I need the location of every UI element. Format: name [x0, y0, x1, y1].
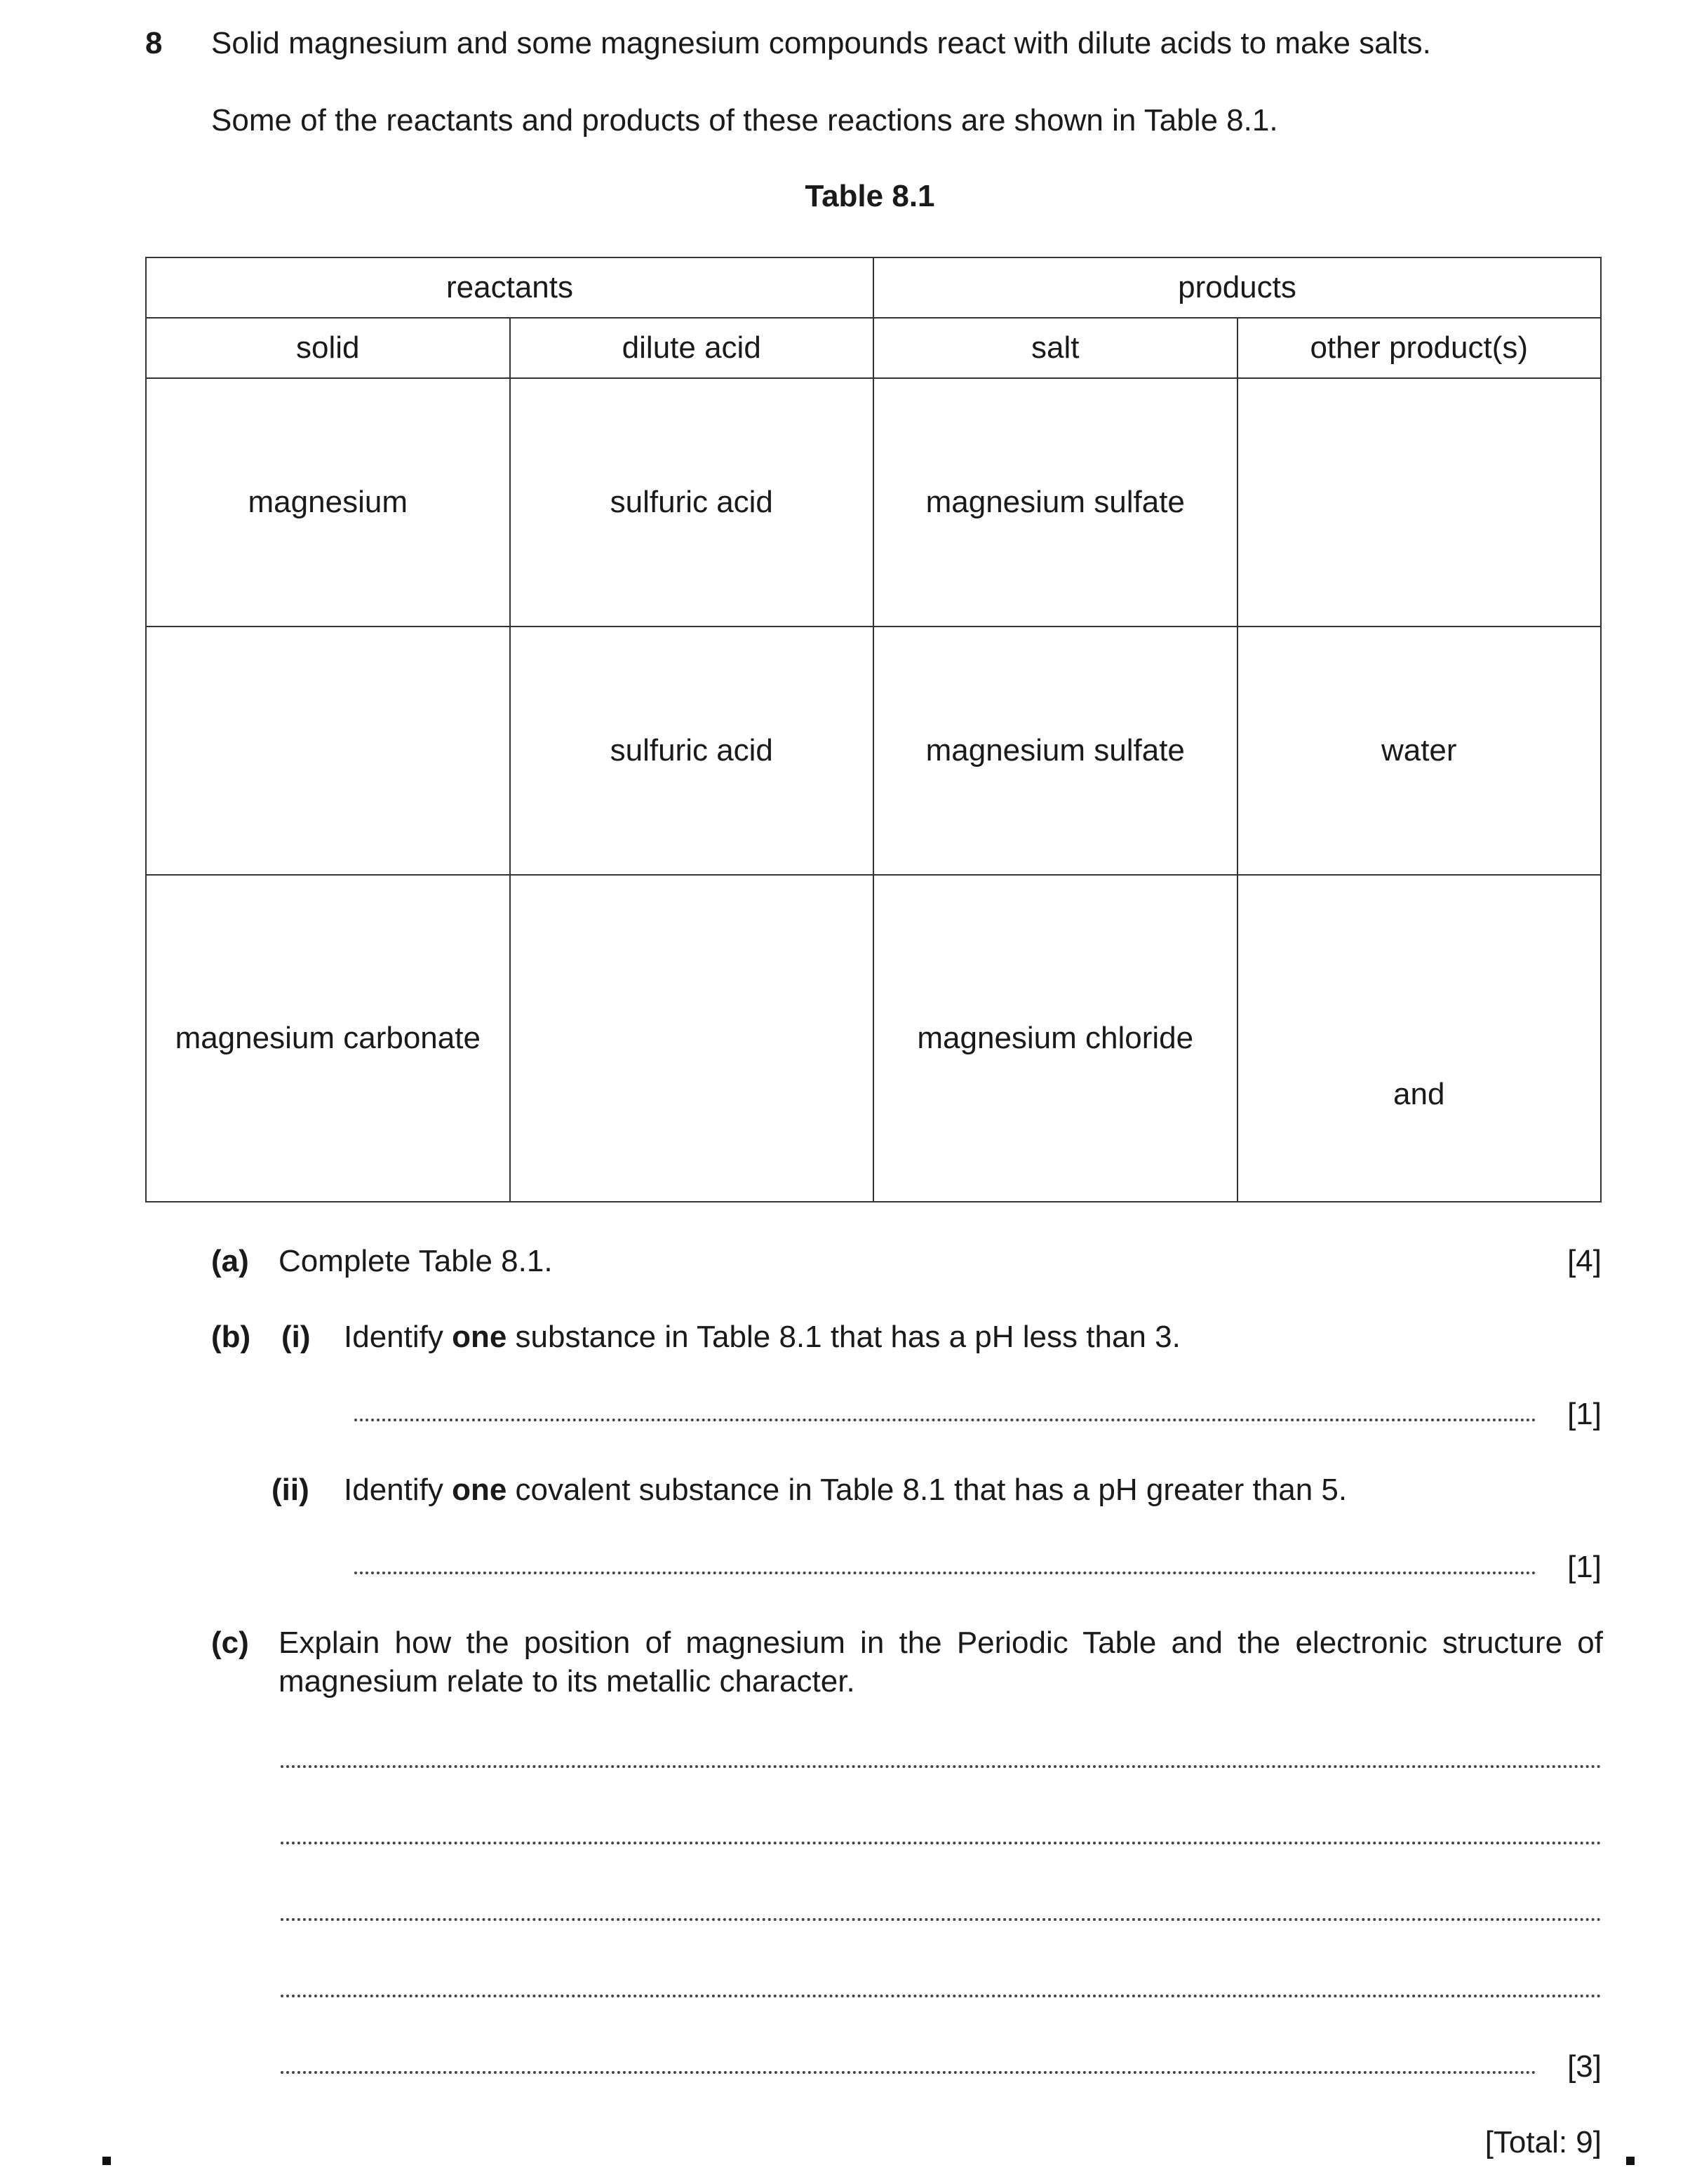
- part-c-marks: [3]: [1567, 2049, 1602, 2084]
- cell-dilute-acid-answer[interactable]: [510, 875, 874, 1202]
- part-b-ii-text: Identify one covalent substance in Table 8.1 that has a pH greater than 5.: [344, 1473, 1348, 1507]
- table-row: [146, 378, 1601, 627]
- answer-line-c-5[interactable]: [281, 2071, 1536, 2074]
- column-header-solid: solid: [146, 318, 510, 378]
- cell-salt: magnesium chloride: [873, 875, 1237, 1202]
- part-c-text-line1: Explain how the position of magnesium in the Periodic Table and the electronic structure of: [279, 1626, 1603, 1660]
- total-marks: [Total: 9]: [1484, 2125, 1602, 2159]
- question-intro: Some of the reactants and products of these reactions are shown in Table 8.1.: [211, 103, 1278, 138]
- keyword-one: one: [452, 1473, 507, 1507]
- registration-mark-right: [1626, 2157, 1635, 2165]
- part-b-i-label: (i): [281, 1320, 311, 1354]
- registration-mark-left: [102, 2157, 111, 2165]
- cell-dilute-acid: sulfuric acid: [510, 627, 874, 875]
- question-stem: Solid magnesium and some magnesium compounds react with dilute acids to make salts.: [211, 26, 1431, 60]
- part-a-text: Complete Table 8.1.: [279, 1244, 553, 1278]
- cell-solid-answer[interactable]: [146, 627, 510, 875]
- column-header-dilute-acid: dilute acid: [510, 318, 874, 378]
- column-header-other-products: other product(s): [1237, 318, 1602, 378]
- cell-solid: magnesium carbonate: [146, 875, 510, 1202]
- answer-line-c-2[interactable]: [281, 1842, 1602, 1844]
- cell-other-product: water: [1237, 627, 1602, 875]
- and-connector: and: [1393, 1077, 1445, 1111]
- answer-line-c-3[interactable]: [281, 1918, 1602, 1921]
- part-b-i-marks: [1]: [1567, 1397, 1602, 1431]
- answer-line-b-ii[interactable]: [354, 1572, 1536, 1574]
- part-c-text-line2: magnesium relate to its metallic character.: [279, 1664, 855, 1699]
- part-b-i-text: Identify one substance in Table 8.1 that has a pH less than 3.: [344, 1320, 1181, 1354]
- cell-salt: magnesium sulfate: [873, 378, 1237, 627]
- cell-solid: magnesium: [146, 378, 510, 627]
- cell-dilute-acid: sulfuric acid: [510, 378, 874, 627]
- reactants-header: reactants: [146, 257, 873, 318]
- column-header-salt: salt: [873, 318, 1237, 378]
- answer-line-b-i[interactable]: [354, 1419, 1536, 1421]
- table-column-header-row: [146, 318, 1601, 378]
- table-group-header-row: [146, 257, 1601, 318]
- question-number: 8: [145, 26, 163, 60]
- part-a-label: (a): [211, 1244, 249, 1278]
- table-title: Table 8.1: [805, 179, 935, 213]
- answer-line-c-1[interactable]: [281, 1765, 1602, 1768]
- part-b-ii-marks: [1]: [1567, 1550, 1602, 1584]
- cell-salt: magnesium sulfate: [873, 627, 1237, 875]
- part-c-label: (c): [211, 1626, 249, 1660]
- products-header: products: [873, 257, 1601, 318]
- part-b-label: (b): [211, 1320, 251, 1354]
- answer-line-c-4[interactable]: [281, 1995, 1602, 1997]
- cell-other-product-answer[interactable]: [1237, 378, 1602, 627]
- table-row: [146, 875, 1601, 1202]
- part-a-marks: [4]: [1567, 1244, 1602, 1278]
- reaction-table: [145, 257, 1602, 1202]
- cell-other-products-answer[interactable]: [1237, 875, 1602, 1202]
- keyword-one: one: [452, 1320, 507, 1354]
- part-b-ii-label: (ii): [271, 1473, 309, 1507]
- table-row: [146, 627, 1601, 875]
